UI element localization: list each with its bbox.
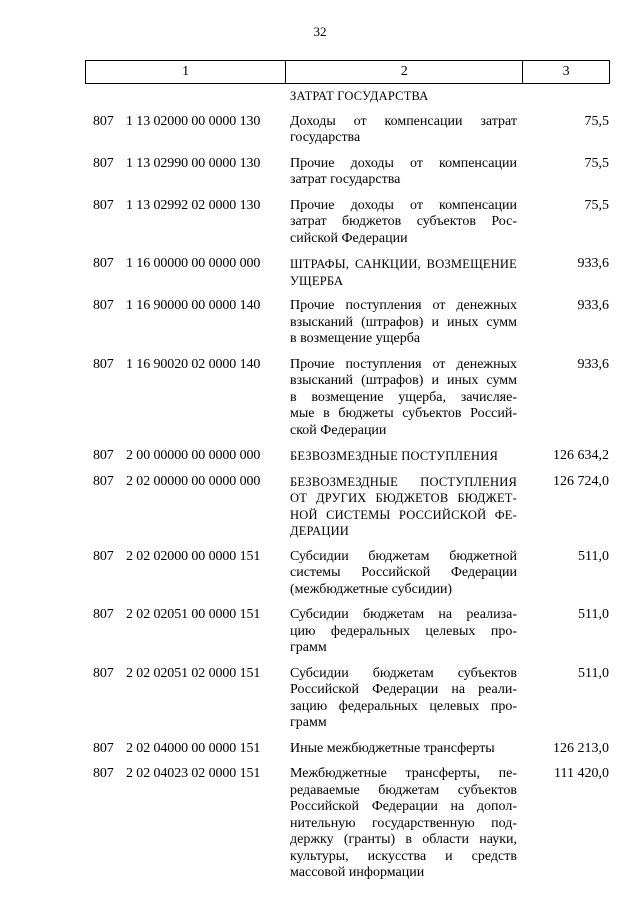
table-header <box>85 60 610 84</box>
revenue-name-line: мые в бюджеты субъектов Россий- <box>290 406 517 421</box>
classification-code: 1 13 02990 00 0000 130 <box>126 155 261 171</box>
revenue-name-line: УЩЕРБА <box>290 273 344 288</box>
table-row <box>85 741 610 758</box>
revenue-name-line: грамм <box>290 640 327 655</box>
revenue-name-line: Российской Федерации на реали- <box>290 682 517 697</box>
budget-code-cell <box>85 88 285 105</box>
revenue-name-cell <box>285 549 517 599</box>
revenue-name-cell <box>285 357 517 440</box>
budget-code-cell <box>85 256 285 289</box>
revenue-name-line: Субсидии бюджетам субъектов <box>290 665 517 681</box>
budget-code-cell <box>85 766 285 882</box>
classification-code: 2 02 04023 02 0000 151 <box>126 766 261 781</box>
revenue-name-line: НОЙ СИСТЕМЫ РОССИЙСКОЙ ФЕ- <box>290 507 517 522</box>
revenue-name-line: ДЕРАЦИИ <box>290 524 350 538</box>
budget-code-cell <box>85 156 285 189</box>
revenue-name-line: Прочие доходы от компенсации <box>290 155 517 171</box>
classification-code: 2 02 00000 00 0000 000 <box>126 473 261 489</box>
classification-code: 1 13 02992 02 0000 130 <box>126 197 261 213</box>
revenue-name-line: БЕЗВОЗМЕЗДНЫЕ ПОСТУПЛЕНИЯ <box>290 474 517 489</box>
table-body <box>85 88 610 891</box>
revenue-name-line: Межбюджетные трансферты, пе- <box>290 766 517 781</box>
classification-code: 1 16 90020 02 0000 140 <box>126 356 261 372</box>
table-row <box>85 198 610 248</box>
classification-code: 1 16 00000 00 0000 000 <box>126 256 261 271</box>
revenue-name-line: БЕЗВОЗМЕЗДНЫЕ ПОСТУПЛЕНИЯ <box>290 449 499 463</box>
amount-cell: 126 634,2 <box>553 448 609 463</box>
budget-code-cell <box>85 474 285 540</box>
header-column-1: 1 <box>182 64 190 79</box>
revenue-name-line: редаваемые бюджетам субъектов <box>290 782 517 798</box>
budget-code-cell <box>85 198 285 248</box>
amount-cell: 126 724,0 <box>553 473 609 489</box>
table-row <box>85 357 610 440</box>
revenue-name-line: ЗАТРАТ ГОСУДАРСТВА <box>290 89 429 103</box>
amount-cell: 126 213,0 <box>553 740 609 756</box>
revenue-name-line: цию федеральных целевых про- <box>290 623 517 639</box>
amount-cell: 111 420,0 <box>554 766 609 781</box>
admin-code: 807 <box>93 548 114 564</box>
header-column-2: 2 <box>285 61 522 83</box>
page-number: 32 <box>313 24 327 39</box>
revenue-name-line: затрат государства <box>290 172 401 187</box>
revenue-name-line: Иные межбюджетные трансферты <box>290 740 495 756</box>
revenue-name-cell <box>285 298 517 348</box>
revenue-name-line: (межбюджетные субсидии) <box>290 581 453 597</box>
admin-code: 807 <box>93 607 114 622</box>
admin-code: 807 <box>93 197 114 213</box>
revenue-name-cell <box>285 156 517 189</box>
revenue-name-cell <box>285 474 517 540</box>
amount-cell: 75,5 <box>584 155 609 171</box>
revenue-name-line: системы Российской Федерации <box>290 565 517 580</box>
revenue-name-line: Субсидии бюджетам на реализа- <box>290 607 517 622</box>
budget-code-cell <box>85 666 285 732</box>
table-row <box>85 448 610 465</box>
revenue-name-cell <box>285 114 517 147</box>
revenue-name-cell <box>285 256 517 289</box>
table-row <box>85 666 610 732</box>
amount-cell: 933,6 <box>577 356 609 372</box>
revenue-name-cell <box>285 607 517 657</box>
amount-cell: 511,0 <box>578 548 609 564</box>
revenue-name-line: взысканий (штрафов) и иных сумм <box>290 373 517 388</box>
admin-code: 807 <box>93 473 114 489</box>
revenue-name-line: Прочие поступления от денежных <box>290 298 517 313</box>
revenue-name-line: грамм <box>290 715 327 730</box>
budget-code-cell <box>85 448 285 465</box>
admin-code: 807 <box>93 448 114 463</box>
revenue-name-line: зацию федеральных целевых про- <box>290 698 517 714</box>
revenue-name-line: ской Федерации <box>290 422 387 438</box>
budget-code-cell <box>85 549 285 599</box>
classification-code: 2 02 04000 00 0000 151 <box>126 740 261 756</box>
table-row <box>85 298 610 348</box>
revenue-name-line: государства <box>290 130 361 145</box>
amount-cell: 75,5 <box>584 197 609 213</box>
revenue-name-line: нительную государственную под- <box>290 815 517 831</box>
revenue-name-line: Прочие доходы от компенсации <box>290 197 517 213</box>
revenue-name-line: Субсидии бюджетам бюджетной <box>290 548 517 564</box>
revenue-name-line: держку (гранты) в области науки, <box>290 832 517 847</box>
header-column-3: 3 <box>522 61 609 83</box>
revenue-name-line: сийской Федерации <box>290 230 408 246</box>
budget-code-cell <box>85 607 285 657</box>
table-row <box>85 156 610 189</box>
revenue-name-line: Доходы от компенсации затрат <box>290 113 517 129</box>
revenue-name-line: ШТРАФЫ, САНКЦИИ, ВОЗМЕЩЕНИЕ <box>290 257 517 271</box>
classification-code: 1 13 02000 00 0000 130 <box>126 113 261 129</box>
revenue-name-line: массовой информации <box>290 865 425 880</box>
revenue-name-line: взысканий (штрафов) и иных сумм <box>290 314 517 330</box>
revenue-name-line: затрат бюджетов субъектов Рос- <box>290 214 517 229</box>
revenue-name-line: Российской Федерации на допол- <box>290 799 517 814</box>
admin-code: 807 <box>93 298 114 313</box>
admin-code: 807 <box>93 356 114 372</box>
revenue-name-line: Прочие поступления от денежных <box>290 356 517 372</box>
budget-code-cell <box>85 114 285 147</box>
table-row <box>85 549 610 599</box>
classification-code: 2 02 02051 02 0000 151 <box>126 665 261 681</box>
revenue-name-cell <box>285 448 517 465</box>
classification-code: 1 16 90000 00 0000 140 <box>126 298 261 313</box>
amount-cell: 511,0 <box>578 607 609 622</box>
amount-cell: 511,0 <box>578 665 609 681</box>
admin-code: 807 <box>93 740 114 756</box>
admin-code: 807 <box>93 256 114 271</box>
table-row <box>85 256 610 289</box>
table-row <box>85 474 610 540</box>
table-row <box>85 114 610 147</box>
table-row <box>85 607 610 657</box>
table-row <box>85 766 610 882</box>
admin-code: 807 <box>93 113 114 129</box>
revenue-name-cell <box>285 766 517 882</box>
revenue-name-cell <box>285 88 517 105</box>
revenue-name-cell <box>285 666 517 732</box>
revenue-name-line: в возмещение ущерба, зачисляе- <box>290 389 517 405</box>
amount-cell: 933,6 <box>577 256 609 271</box>
revenue-name-cell <box>285 198 517 248</box>
budget-code-cell <box>85 741 285 758</box>
revenue-name-cell <box>285 741 517 758</box>
budget-code-cell <box>85 298 285 348</box>
amount-cell <box>517 88 610 105</box>
table-row <box>85 88 610 105</box>
revenue-name-line: в возмещение ущерба <box>290 331 421 346</box>
classification-code: 2 00 00000 00 0000 000 <box>126 448 261 463</box>
revenue-name-line: культуры, искусства и средств <box>290 848 517 864</box>
amount-cell: 75,5 <box>584 113 609 129</box>
amount-cell: 933,6 <box>577 298 609 313</box>
admin-code: 807 <box>93 766 114 781</box>
budget-code-cell <box>85 357 285 440</box>
admin-code: 807 <box>93 665 114 681</box>
classification-code: 2 02 02051 00 0000 151 <box>126 607 261 622</box>
classification-code: 2 02 02000 00 0000 151 <box>126 548 261 564</box>
revenue-name-line: ОТ ДРУГИХ БЮДЖЕТОВ БЮДЖЕТ- <box>290 491 517 505</box>
admin-code: 807 <box>93 155 114 171</box>
